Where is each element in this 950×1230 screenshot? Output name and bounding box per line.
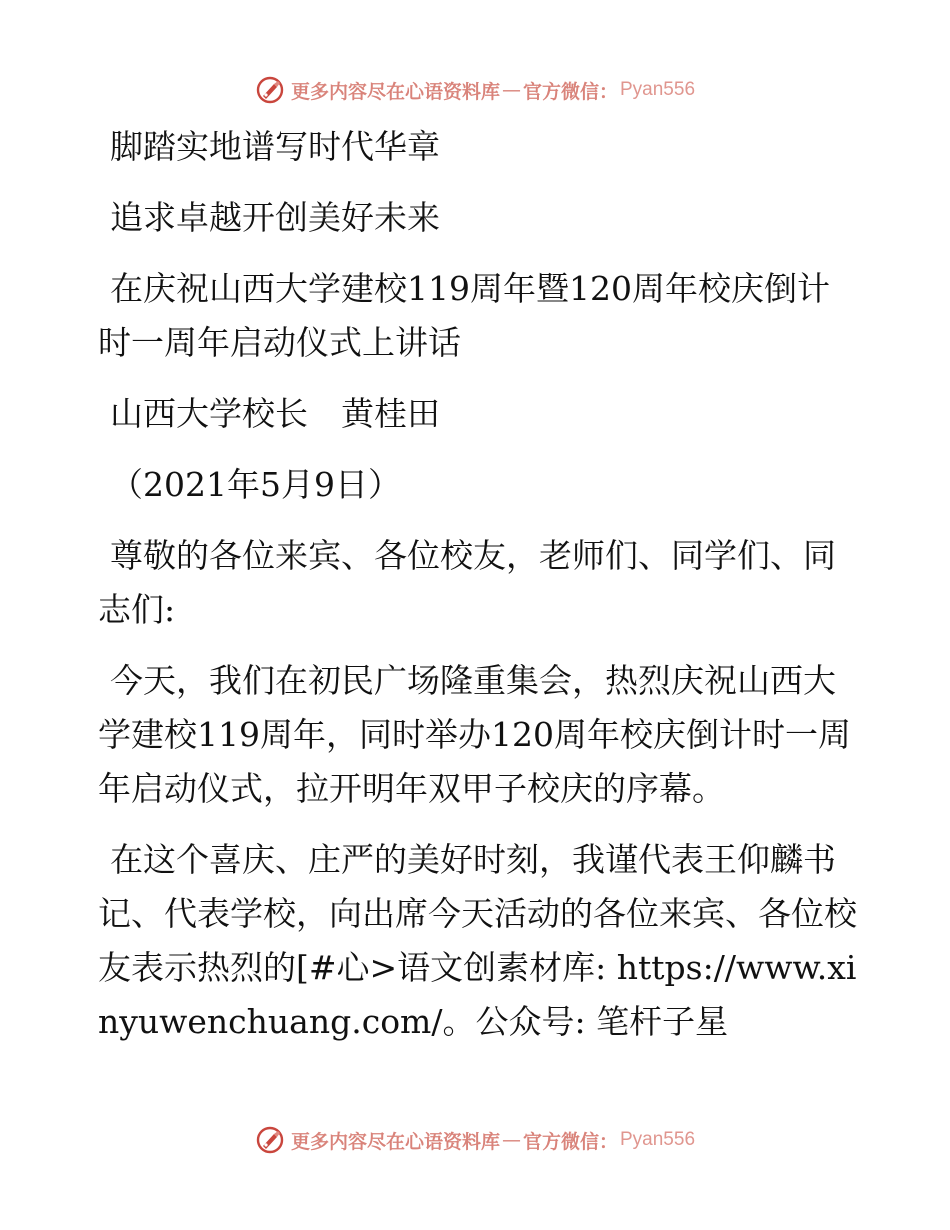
watermark-site-name: 更多内容尽在心语资料库 <box>290 80 500 103</box>
body-paragraph-2: 在这个喜庆、庄严的美好时刻，我谨代表王仰麟书记、代表学校，向出席今天活动的各位来宾、各位校友表示热烈的[#心>语文创素材库: https://www.xinyuwenchuang.com/。公众号: 笔杆子星 <box>98 840 857 1041</box>
watermark-dash: — <box>501 79 521 101</box>
header-watermark <box>0 70 950 110</box>
document-body <box>98 120 858 1066</box>
watermark-official-label: 官方微信： <box>522 1130 618 1153</box>
body-paragraph-1: 今天，我们在初民广场隆重集会，热烈庆祝山西大学建校119周年，同时举办120周年校庆倒计时一周年启动仪式，拉开明年双甲子校庆的序幕。 <box>98 661 851 808</box>
watermark-site-name: 更多内容尽在心语资料库 <box>290 1130 500 1153</box>
pen-logo-icon <box>255 1125 285 1155</box>
watermark-dash: — <box>501 1129 521 1151</box>
salutation: 尊敬的各位来宾、各位校友，老师们、同学们、同志们: <box>98 536 836 629</box>
title-line-1: 脚踏实地谱写时代华章 <box>110 127 440 166</box>
footer-watermark <box>0 1120 950 1160</box>
watermark-official-label: 官方微信： <box>522 80 618 103</box>
pen-logo-icon <box>255 75 285 105</box>
watermark-wechat-id: Pyan556 <box>620 79 696 100</box>
speech-occasion: 在庆祝山西大学建校119周年暨120周年校庆倒计时一周年启动仪式上讲话 <box>98 269 830 362</box>
watermark-wechat-id: Pyan556 <box>620 1129 696 1150</box>
speaker-line: 山西大学校长 黄桂田 <box>110 394 440 433</box>
date-line: （2021年5月9日） <box>110 465 401 504</box>
title-line-2: 追求卓越开创美好未来 <box>110 198 440 237</box>
